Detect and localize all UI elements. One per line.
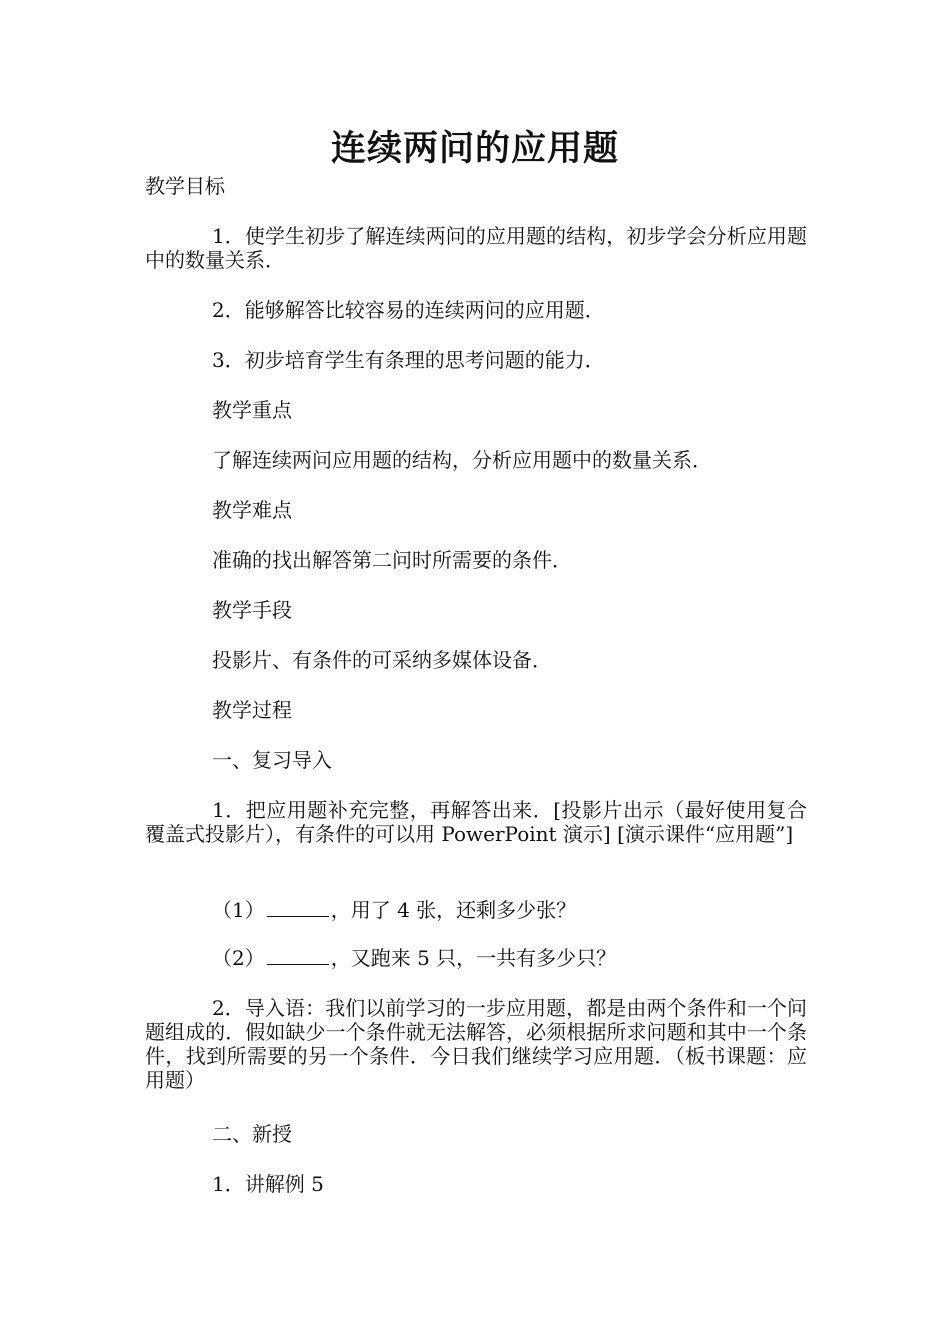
document-title: 连续两问的应用题 [330, 128, 619, 169]
heading-means: 教学手段 [212, 598, 292, 622]
process-item-1: 1．把应用题补充完整，再解答出来．[投影片出示（最好使用复合覆盖式投影片），有条件的可以用 PowerPoint 演示] [演示课件“应用题”] [145, 798, 807, 846]
objective-3: 3．初步培育学生有条理的思考问题的能力． [212, 348, 605, 372]
objective-1: 1．使学生初步了解连续两问的应用题的结构，初步学会分析应用题中的数量关系． [145, 224, 807, 272]
question-2-number: （2） [212, 946, 265, 970]
means-text: 投影片、有条件的可采纳多媒体设备． [212, 648, 552, 672]
difficulty-text: 准确的找出解答第二问时所需要的条件． [212, 548, 572, 572]
question-1-number: （1） [212, 898, 265, 922]
heading-process: 教学过程 [212, 698, 292, 722]
objective-2: 2．能够解答比较容易的连续两问的应用题． [212, 298, 605, 322]
section-review: 一、复习导入 [212, 748, 332, 772]
question-2 [212, 946, 807, 970]
question-2-text: ，又跑来 5 只，一共有多少只？ [330, 946, 617, 970]
key-points-text: 了解连续两问应用题的结构，分析应用题中的数量关系． [212, 448, 712, 472]
heading-key-points: 教学重点 [212, 398, 292, 422]
heading-difficulty: 教学难点 [212, 498, 292, 522]
answer-blank [267, 900, 329, 917]
section-new-lesson: 二、新授 [212, 1122, 292, 1146]
process-item-2: 2．导入语：我们以前学习的一步应用题，都是由两个条件和一个问题组成的．假如缺少一个条件就无法解答，必须根据所求问题和其中一个条件，找到所需要的另一个条件．今日我们继续学习应用题．（板书课题：应用题） [145, 996, 807, 1092]
question-1 [212, 898, 807, 922]
question-1-text: ，用了 4 张，还剩多少张？ [330, 898, 577, 922]
answer-blank [267, 948, 329, 965]
heading-objectives: 教学目标 [145, 174, 225, 198]
new-lesson-item-1: 1．讲解例 5 [212, 1172, 324, 1196]
